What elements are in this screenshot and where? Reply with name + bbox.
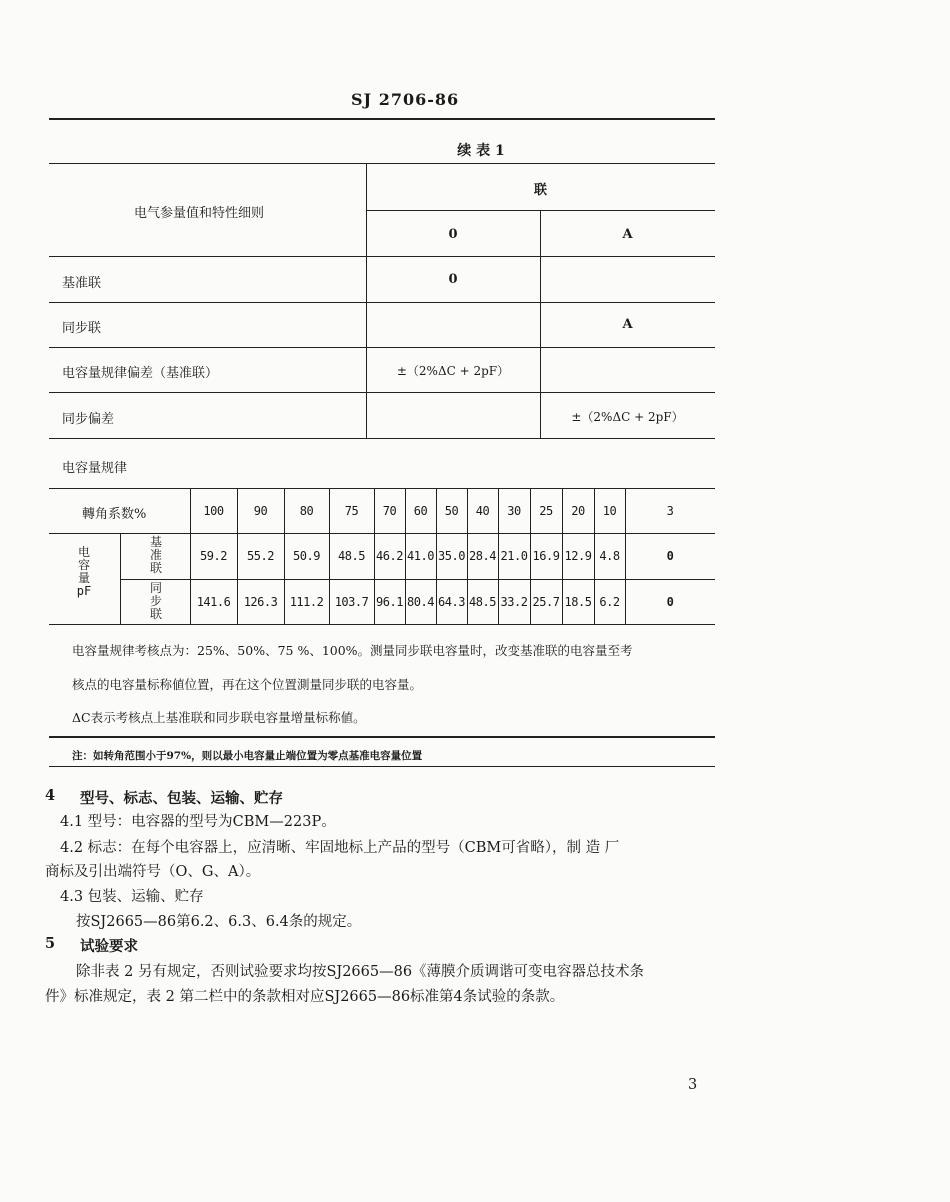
rotation-value: 70 xyxy=(382,504,397,518)
table-top-rule xyxy=(49,163,715,164)
table-rule xyxy=(49,256,715,257)
row-value: 0 xyxy=(448,272,458,287)
ref-value: 0 xyxy=(666,549,674,563)
rotation-value: 30 xyxy=(507,504,521,518)
section-4-number: 4 xyxy=(45,787,56,804)
rotation-value: 100 xyxy=(203,504,224,518)
ref-value: 41.0 xyxy=(407,549,434,563)
table-rule xyxy=(49,302,715,303)
col-A-header: A xyxy=(622,227,633,242)
sublabel-char: 联 xyxy=(149,561,162,575)
rotation-value: 60 xyxy=(413,504,428,518)
section-5-heading: 试验要求 xyxy=(80,938,138,955)
ref-value: 48.5 xyxy=(338,549,365,563)
rotation-value: 80 xyxy=(299,504,314,518)
group-label-char: 电 xyxy=(77,545,90,559)
sync-value: 141.6 xyxy=(196,595,231,609)
sublabel-char: 联 xyxy=(149,607,162,621)
ref-value: 28.4 xyxy=(469,549,496,563)
table-rule xyxy=(49,438,715,439)
rotation-value: 10 xyxy=(602,504,617,518)
rotation-value: 40 xyxy=(475,504,490,518)
section-5-line1: 除非表 2 另有规定，否则试验要求均按SJ2665—86《薄膜介质调谐可变电容器总技术条 xyxy=(76,964,645,980)
ref-sublabel xyxy=(138,536,174,575)
law-rule xyxy=(49,488,715,489)
document-code: SJ 2706-86 xyxy=(351,90,460,109)
footnote-rule xyxy=(49,766,715,767)
rotation-value: 50 xyxy=(444,504,459,518)
row-label: 电容量规律偏差（基准联） xyxy=(62,366,219,381)
law-note: 核点的电容量标称値位置，再在这个位置測量同步联的电容量。 xyxy=(72,677,423,692)
rotation-value: 90 xyxy=(253,504,268,518)
table-divider xyxy=(366,163,367,438)
ref-value: 59.2 xyxy=(200,549,227,563)
row-value: A xyxy=(622,317,633,332)
section-4-2-line1: 4.2 标志：在每个电容器上，应清晰、牢固地标上产品的型号（CBM可省略），制 造 厂 xyxy=(60,840,620,856)
row-label: 同步偏差 xyxy=(62,412,115,427)
row-value: ±（2%ΔC + 2pF） xyxy=(571,410,684,424)
sync-value: 33.2 xyxy=(500,595,528,609)
rotation-value: 25 xyxy=(539,504,553,518)
section-4-heading: 型号、标志、包装、运输、贮存 xyxy=(80,790,283,807)
footnote: 注：如转角范围小于97%，则以最小电容量止端位置为零点基准电容量位置 xyxy=(72,750,423,762)
rotation-value: 75 xyxy=(344,504,359,518)
sync-value: 64.3 xyxy=(438,595,465,609)
capacitance-group-label xyxy=(62,546,106,598)
row-label: 基准联 xyxy=(62,276,102,291)
sync-value: 111.2 xyxy=(289,595,324,609)
law-title: 电容量规律 xyxy=(62,461,128,476)
sync-value: 96.1 xyxy=(376,595,403,609)
param-header: 电气参量值和特性细则 xyxy=(134,206,265,221)
section-4-3-body: 按SJ2665—86第6.2、6.3、6.4条的规定。 xyxy=(76,914,362,930)
table-caption: 续 表 1 xyxy=(457,143,505,159)
section-4-2-line2: 商标及引出端符号（O、G、A）。 xyxy=(45,864,261,880)
sync-value: 80.4 xyxy=(407,595,434,609)
ref-value: 50.9 xyxy=(293,549,320,563)
law-note: ΔC表示考核点上基准联和同步联电容量增量标称値。 xyxy=(72,710,366,725)
sync-value: 0 xyxy=(666,595,674,609)
header-rule xyxy=(49,118,715,120)
sublabel-char: 同 xyxy=(149,581,162,595)
row-value: ±（2%ΔC + 2pF） xyxy=(396,364,510,378)
group-label-char: 量 xyxy=(77,571,90,585)
ref-value: 4.8 xyxy=(599,549,620,563)
notes-bottom-rule xyxy=(49,736,715,738)
sync-sublabel xyxy=(138,582,174,621)
ref-value: 21.0 xyxy=(500,549,528,563)
group-label-unit: pF xyxy=(76,584,92,598)
sync-value: 48.5 xyxy=(469,595,496,609)
col-0-header: 0 xyxy=(448,227,458,242)
table-rule xyxy=(49,347,715,348)
sync-value: 25.7 xyxy=(532,595,560,609)
law-rule xyxy=(49,624,715,625)
rotation-value: 3 xyxy=(666,504,674,518)
ref-value: 16.9 xyxy=(532,549,560,563)
row-label: 同步联 xyxy=(62,321,102,336)
ref-value: 12.9 xyxy=(564,549,592,563)
table-rule xyxy=(49,392,715,393)
section-4-1: 4.1 型号：电容器的型号为CBM—223P。 xyxy=(60,814,336,830)
law-rule xyxy=(49,533,715,534)
group-label-char: 容 xyxy=(77,558,90,572)
lian-header: 联 xyxy=(533,183,547,198)
section-5-number: 5 xyxy=(45,935,56,952)
section-5-line2: 件》标准规定，表 2 第二栏中的条款相对应SJ2665—86标准第4条试验的条款。 xyxy=(45,989,565,1005)
section-4-3: 4.3 包装、运输、贮存 xyxy=(60,889,204,905)
law-divider xyxy=(120,533,121,624)
sync-value: 103.7 xyxy=(334,595,369,609)
law-note: 电容量规律考核点为：25%、50%、75 %、100%。测量同步联电容量时，改变基准联的电容量至考 xyxy=(72,643,633,658)
sublabel-char: 基 xyxy=(149,535,162,549)
page-number: 3 xyxy=(688,1077,698,1093)
table-rule xyxy=(366,210,715,211)
sync-value: 6.2 xyxy=(599,595,620,609)
rotation-value: 20 xyxy=(571,504,585,518)
sync-value: 126.3 xyxy=(243,595,278,609)
ref-value: 55.2 xyxy=(247,549,274,563)
sublabel-char: 步 xyxy=(149,594,162,608)
ref-value: 46.2 xyxy=(376,549,403,563)
ref-value: 35.0 xyxy=(438,549,465,563)
rotation-label: 轉角系数% xyxy=(82,507,147,522)
sync-value: 18.5 xyxy=(564,595,592,609)
sublabel-char: 准 xyxy=(149,548,162,562)
